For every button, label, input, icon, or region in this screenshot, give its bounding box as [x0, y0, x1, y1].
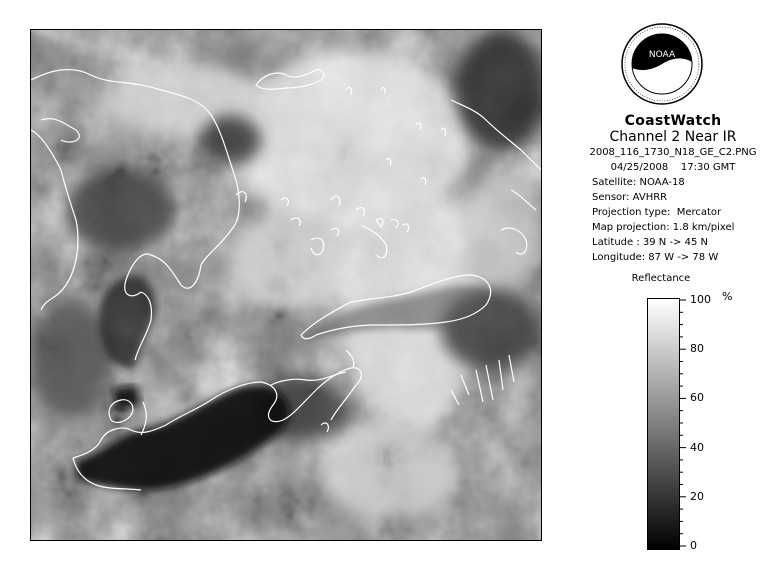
colorbar	[647, 298, 680, 550]
noaa-logo	[620, 22, 704, 106]
colorbar-tick-label: 80	[690, 342, 704, 356]
latitude-label: Latitude : 39 N -> 45 N	[592, 237, 708, 248]
colorbar-tick-label: 20	[690, 489, 704, 503]
colorbar-tick-label: 0	[690, 539, 697, 552]
noaa-logo-text: NOAA	[648, 50, 676, 60]
map-projection-label: Map projection: 1.8 km/pixel	[592, 222, 735, 233]
projection-type-label: Projection type: Mercator	[592, 207, 722, 218]
date-time: 04/25/2008 17:30 GMT	[610, 162, 736, 173]
brand-title: CoastWatch	[624, 113, 722, 129]
sensor-label: Sensor: AVHRR	[592, 192, 668, 203]
satellite-image	[31, 30, 541, 540]
colorbar-title: Reflectance	[631, 273, 691, 284]
file-name: 2008_116_1730_N18_GE_C2.PNG	[589, 147, 757, 158]
colorbar-tick-label: 40	[690, 440, 704, 454]
colorbar-tick-label: 100	[690, 293, 711, 306]
noaa-logo-icon	[620, 22, 704, 106]
satellite-label: Satellite: NOAA-18	[592, 177, 685, 188]
colorbar-tick-label: 60	[690, 391, 704, 405]
colorbar-unit: %	[722, 290, 733, 303]
colorbar-ticks	[680, 298, 760, 550]
satellite-map	[30, 29, 542, 541]
longitude-label: Longitude: 87 W -> 78 W	[592, 252, 719, 263]
channel-label: Channel 2 Near IR	[609, 129, 737, 145]
